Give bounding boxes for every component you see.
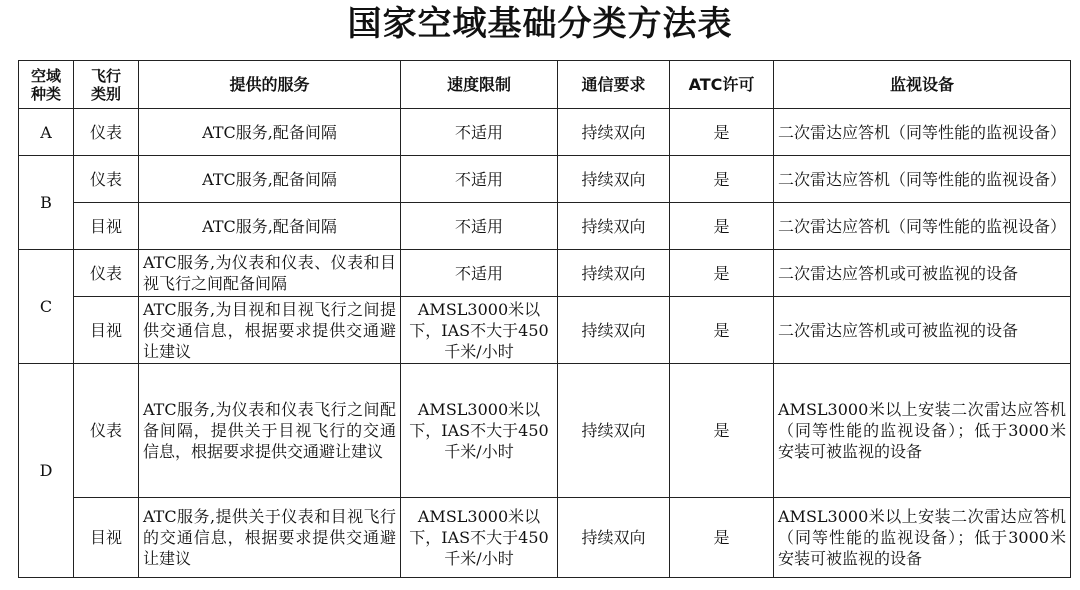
table-row (19, 109, 1071, 156)
comm-cell: 持续双向 (558, 498, 670, 578)
table-row (19, 203, 1071, 250)
flight-cell: 仪表 (74, 364, 139, 498)
surveillance-cell: 二次雷达应答机（同等性能的监视设备） (774, 203, 1071, 250)
header-row (19, 61, 1071, 109)
header-surveillance: 监视设备 (774, 61, 1071, 109)
surveillance-cell: 二次雷达应答机或可被监视的设备 (774, 250, 1071, 297)
speed-cell: 不适用 (401, 250, 558, 297)
flight-cell: 目视 (74, 498, 139, 578)
speed-cell: AMSL3000米以下，IAS不大于450千米/小时 (401, 498, 558, 578)
atc-cell: 是 (670, 109, 774, 156)
airspace-cell: A (19, 109, 74, 156)
service-cell: ATC服务,为目视和目视飞行之间提供交通信息，根据要求提供交通避让建议 (139, 297, 401, 364)
flight-cell: 仪表 (74, 250, 139, 297)
speed-cell: AMSL3000米以下，IAS不大于450千米/小时 (401, 297, 558, 364)
speed-cell: 不适用 (401, 203, 558, 250)
page-title: 国家空域基础分类方法表 (347, 4, 733, 44)
service-cell: ATC服务,配备间隔 (139, 109, 401, 156)
flight-cell: 目视 (74, 203, 139, 250)
header-atc-clearance: ATC许可 (670, 61, 774, 109)
atc-cell: 是 (670, 364, 774, 498)
speed-cell: 不适用 (401, 109, 558, 156)
table-row (19, 498, 1071, 578)
atc-cell: 是 (670, 203, 774, 250)
atc-cell: 是 (670, 498, 774, 578)
table-row (19, 364, 1071, 498)
header-speed-limit: 速度限制 (401, 61, 558, 109)
speed-cell: 不适用 (401, 156, 558, 203)
comm-cell: 持续双向 (558, 156, 670, 203)
comm-cell: 持续双向 (558, 203, 670, 250)
table-row (19, 250, 1071, 297)
header-comm: 通信要求 (558, 61, 670, 109)
surveillance-cell: AMSL3000米以上安装二次雷达应答机（同等性能的监视设备）；低于3000米安装可被监视的设备 (774, 498, 1071, 578)
service-cell: ATC服务,配备间隔 (139, 156, 401, 203)
header-flight-category: 飞行类别 (74, 61, 139, 109)
comm-cell: 持续双向 (558, 250, 670, 297)
comm-cell: 持续双向 (558, 364, 670, 498)
surveillance-cell: 二次雷达应答机或可被监视的设备 (774, 297, 1071, 364)
table-row (19, 297, 1071, 364)
surveillance-cell: 二次雷达应答机（同等性能的监视设备） (774, 156, 1071, 203)
service-cell: ATC服务,配备间隔 (139, 203, 401, 250)
airspace-cell: D (19, 364, 74, 578)
atc-cell: 是 (670, 297, 774, 364)
header-service: 提供的服务 (139, 61, 401, 109)
atc-cell: 是 (670, 156, 774, 203)
flight-cell: 目视 (74, 297, 139, 364)
flight-cell: 仪表 (74, 156, 139, 203)
airspace-classification-table (18, 60, 1071, 578)
airspace-cell: B (19, 156, 74, 250)
airspace-cell: C (19, 250, 74, 364)
service-cell: ATC服务,提供关于仪表和目视飞行的交通信息，根据要求提供交通避让建议 (139, 498, 401, 578)
flight-cell: 仪表 (74, 109, 139, 156)
comm-cell: 持续双向 (558, 297, 670, 364)
atc-cell: 是 (670, 250, 774, 297)
service-cell: ATC服务,为仪表和仪表飞行之间配备间隔，提供关于目视飞行的交通信息，根据要求提供交通避让建议 (139, 364, 401, 498)
service-cell: ATC服务,为仪表和仪表、仪表和目视飞行之间配备间隔 (139, 250, 401, 297)
surveillance-cell: 二次雷达应答机（同等性能的监视设备） (774, 109, 1071, 156)
surveillance-cell: AMSL3000米以上安装二次雷达应答机（同等性能的监视设备）；低于3000米安装可被监视的设备 (774, 364, 1071, 498)
speed-cell: AMSL3000米以下，IAS不大于450千米/小时 (401, 364, 558, 498)
header-airspace: 空域种类 (19, 61, 74, 109)
table-row (19, 156, 1071, 203)
comm-cell: 持续双向 (558, 109, 670, 156)
